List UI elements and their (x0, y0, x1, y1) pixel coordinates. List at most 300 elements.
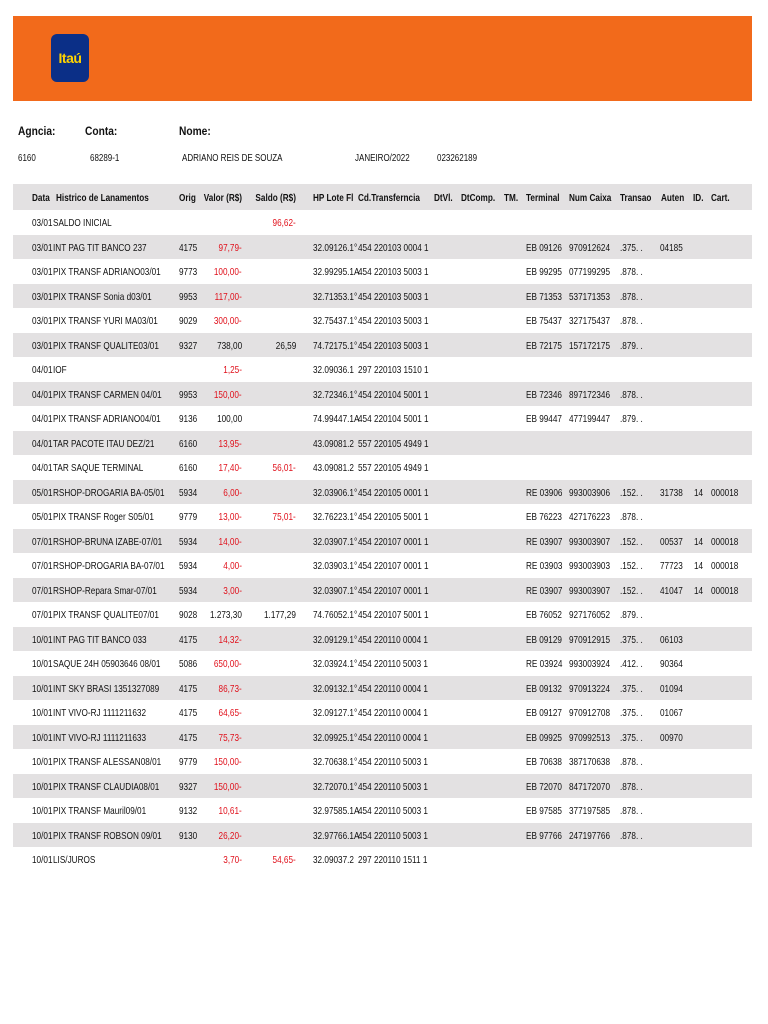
cell-valor: 6,00- (223, 486, 242, 499)
cell-orig: 9029 (179, 315, 198, 327)
cell-valor: 150,00- (214, 388, 242, 401)
cell-hp-lote: 32.72346.1° (313, 388, 358, 401)
cell-num-caixa: 377197585 (569, 805, 610, 817)
cell-data: 03/01 (32, 241, 53, 254)
cell-data: 07/01 (32, 560, 53, 572)
cell-terminal: EB 09129 (526, 633, 562, 646)
cell-hp-lote: 32.09925.1° (313, 731, 358, 744)
table-row (13, 480, 752, 505)
cell-num-caixa: 993003903 (569, 560, 610, 572)
cell-transacao: .878. . (620, 829, 643, 842)
cell-terminal: RE 03924 (526, 658, 563, 670)
cell-historico: PIX TRANSF Roger S05/01 (53, 511, 154, 523)
cell-auten: 01094 (660, 682, 683, 695)
cell-cd-transferencia: 454 220110 0004 1 (358, 633, 428, 646)
cell-valor: 1.273,30 (210, 609, 242, 621)
logo-text: Itaú (58, 50, 82, 66)
cell-auten: 00970 (660, 731, 683, 744)
cell-historico: TAR PACOTE ITAU DEZ/21 (53, 437, 155, 450)
cell-orig: 4175 (179, 731, 198, 744)
cell-hp-lote: 32.03903.1° (313, 560, 358, 572)
cell-historico: RSHOP-BRUNA IZABE-07/01 (53, 535, 163, 548)
table-row (13, 823, 752, 848)
cell-historico: INT VIVO-RJ 1111211632 (53, 707, 147, 719)
cell-transacao: .152. . (620, 535, 643, 548)
cell-num-caixa: 387170638 (569, 756, 610, 768)
cell-orig: 4175 (179, 241, 198, 254)
cell-num-caixa: 847172070 (569, 780, 610, 793)
cell-cd-transferencia: 454 220107 0001 1 (358, 584, 429, 597)
cell-cd-transferencia: 454 220110 5003 1 (358, 756, 428, 768)
cell-auten: 00537 (660, 535, 683, 548)
cell-cd-transferencia: 454 220107 5001 1 (358, 609, 429, 621)
cell-num-caixa: 993003907 (569, 584, 610, 597)
cell-auten: 31738 (660, 486, 683, 499)
cell-hp-lote: 32.97585.1A (313, 805, 360, 817)
cell-valor: 300,00- (214, 315, 242, 327)
col-cd-transferencia: Cd.Transferncia (358, 192, 420, 204)
cell-num-caixa: 993003907 (569, 535, 610, 548)
cell-orig: 5086 (179, 658, 198, 670)
header-band (13, 16, 752, 101)
table-row (13, 553, 752, 578)
cell-orig: 4175 (179, 682, 198, 695)
cell-data: 04/01 (32, 413, 53, 425)
cell-num-caixa: 970912915 (569, 633, 610, 646)
col-saldo: Saldo (R$) (255, 192, 296, 204)
cell-cart: 000018 (711, 486, 739, 499)
cell-cd-transferencia: 454 220110 0004 1 (358, 682, 428, 695)
cell-saldo: 1.177,29 (264, 609, 296, 621)
cell-hp-lote: 32.09132.1° (313, 682, 358, 695)
cell-transacao: .152. . (620, 584, 643, 597)
cell-data: 10/01 (32, 682, 53, 695)
cell-id: 14 (694, 584, 704, 597)
transactions-table (13, 210, 752, 872)
cell-num-caixa: 993003924 (569, 658, 610, 670)
cell-hp-lote: 74.72175.1° (313, 339, 358, 352)
table-row (13, 235, 752, 260)
cell-data: 07/01 (32, 535, 53, 548)
cell-orig: 9028 (179, 609, 198, 621)
cell-transacao: .375. . (620, 731, 643, 744)
cell-historico: PIX TRANSF CARMEN 04/01 (53, 388, 162, 401)
cell-hp-lote: 43.09081.2 (313, 462, 354, 474)
cell-cd-transferencia: 454 220103 0004 1 (358, 241, 429, 254)
cell-auten: 01067 (660, 707, 683, 719)
cell-terminal: EB 70638 (526, 756, 562, 768)
cell-cd-transferencia: 454 220110 5003 1 (358, 658, 428, 670)
cell-hp-lote: 32.72070.1° (313, 780, 358, 793)
cell-hp-lote: 74.99447.1A (313, 413, 360, 425)
cell-num-caixa: 970912708 (569, 707, 610, 719)
table-row (13, 431, 752, 456)
cell-orig: 9953 (179, 388, 198, 401)
col-orig: Orig (179, 192, 196, 204)
name-label: Nome: (179, 124, 211, 138)
account-label: Conta: (85, 124, 118, 138)
cell-valor: 4,00- (223, 560, 242, 572)
cell-saldo: 96,62- (272, 217, 296, 229)
cell-terminal: EB 72346 (526, 388, 562, 401)
cell-transacao: .375. . (620, 241, 643, 254)
cell-orig: 9130 (179, 829, 198, 842)
table-row (13, 627, 752, 652)
cell-cd-transferencia: 454 220104 5001 1 (358, 413, 429, 425)
table-row (13, 308, 752, 333)
cell-transacao: .412. . (620, 658, 643, 670)
cell-historico: PIX TRANSF ALESSAN08/01 (53, 756, 162, 768)
account-value: 68289-1 (90, 153, 120, 164)
cell-data: 10/01 (32, 731, 53, 744)
period-value: JANEIRO/2022 (355, 153, 410, 164)
cell-data: 10/01 (32, 854, 53, 866)
cell-data: 03/01 (32, 315, 53, 327)
cell-cd-transferencia: 557 220105 4949 1 (358, 437, 429, 450)
cell-cart: 000018 (711, 560, 739, 572)
cell-valor: 150,00- (214, 780, 242, 793)
cell-historico: RSHOP-DROGARIA BA-07/01 (53, 560, 165, 572)
cell-valor: 3,00- (223, 584, 242, 597)
cell-historico: RSHOP-Repara Smar-07/01 (53, 584, 157, 597)
cell-hp-lote: 32.70638.1° (313, 756, 358, 768)
cell-transacao: .375. . (620, 682, 643, 695)
cell-data: 03/01 (32, 339, 53, 352)
cell-num-caixa: 927176052 (569, 609, 610, 621)
cell-transacao: .878. . (620, 290, 643, 303)
cell-data: 04/01 (32, 364, 53, 376)
cell-cd-transferencia: 454 220105 0001 1 (358, 486, 429, 499)
cell-hp-lote: 32.75437.1° (313, 315, 358, 327)
cell-transacao: .879. . (620, 339, 643, 352)
cell-transacao: .152. . (620, 560, 643, 572)
cell-hp-lote: 32.03907.1° (313, 535, 358, 548)
cell-historico: IOF (53, 364, 67, 376)
cell-auten: 06103 (660, 633, 683, 646)
cell-terminal: RE 03907 (526, 584, 563, 597)
table-row (13, 210, 752, 235)
table-header (13, 184, 752, 210)
cell-data: 10/01 (32, 805, 53, 817)
cell-terminal: EB 99447 (526, 413, 562, 425)
cell-transacao: .879. . (620, 413, 643, 425)
cell-historico: SAQUE 24H 05903646 08/01 (53, 658, 161, 670)
cell-num-caixa: 537171353 (569, 290, 610, 303)
cell-historico: PIX TRANSF Mauril09/01 (53, 805, 147, 817)
cell-orig: 9779 (179, 756, 198, 768)
cell-cd-transferencia: 454 220107 0001 1 (358, 535, 429, 548)
cell-num-caixa: 157172175 (569, 339, 610, 352)
table-row (13, 798, 752, 823)
cell-historico: INT PAG TIT BANCO 237 (53, 241, 147, 254)
cell-hp-lote: 74.76052.1° (313, 609, 358, 621)
agency-value: 6160 (18, 153, 36, 164)
table-row (13, 725, 752, 750)
cell-hp-lote: 32.09127.1° (313, 707, 358, 719)
cell-transacao: .878. . (620, 780, 643, 793)
cell-num-caixa: 897172346 (569, 388, 610, 401)
cell-historico: INT VIVO-RJ 1111211633 (53, 731, 147, 744)
cell-valor: 26,20- (218, 829, 242, 842)
cell-transacao: .878. . (620, 756, 643, 768)
cell-valor: 14,32- (218, 633, 242, 646)
table-row (13, 529, 752, 554)
table-row (13, 284, 752, 309)
cell-hp-lote: 32.09129.1° (313, 633, 358, 646)
cell-cd-transferencia: 454 220110 5003 1 (358, 829, 428, 842)
table-row (13, 847, 752, 872)
cell-orig: 9327 (179, 339, 198, 352)
cell-data: 10/01 (32, 829, 53, 842)
cell-hp-lote: 32.71353.1° (313, 290, 358, 303)
cell-historico: INT PAG TIT BANCO 033 (53, 633, 147, 646)
cell-data: 03/01 (32, 266, 53, 278)
agency-label: Agncia: (18, 124, 56, 138)
col-hp-lote: HP Lote Fl (313, 192, 354, 204)
cell-hp-lote: 32.97766.1A (313, 829, 360, 842)
cell-historico: SALDO INICIAL (53, 217, 112, 229)
cell-hp-lote: 32.09037.2 (313, 854, 354, 866)
col-cart: Cart. (711, 192, 730, 204)
cell-cart: 000018 (711, 535, 739, 548)
cell-auten: 77723 (660, 560, 683, 572)
cell-cd-transferencia: 454 220110 0004 1 (358, 707, 428, 719)
cell-historico: PIX TRANSF QUALITE03/01 (53, 339, 159, 352)
cell-data: 05/01 (32, 486, 53, 499)
cell-hp-lote: 32.09036.1 (313, 364, 354, 376)
cell-cd-transferencia: 454 220110 0004 1 (358, 731, 428, 744)
cell-terminal: RE 03903 (526, 560, 563, 572)
cell-orig: 9953 (179, 290, 198, 303)
cell-saldo: 75,01- (272, 511, 296, 523)
table-row (13, 749, 752, 774)
cell-transacao: .375. . (620, 633, 643, 646)
cell-orig: 9779 (179, 511, 198, 523)
cell-terminal: RE 03907 (526, 535, 563, 548)
cell-cd-transferencia: 297 220110 1511 1 (358, 854, 428, 866)
col-terminal: Terminal (526, 192, 560, 204)
cell-historico: PIX TRANSF CLAUDIA08/01 (53, 780, 160, 793)
table-row (13, 382, 752, 407)
cell-cd-transferencia: 454 220103 5003 1 (358, 339, 429, 352)
cell-data: 10/01 (32, 633, 53, 646)
cell-valor: 738,00 (216, 339, 242, 352)
cell-hp-lote: 43.09081.2 (313, 437, 354, 450)
cell-cd-transferencia: 454 220105 5001 1 (358, 511, 429, 523)
cell-terminal: RE 03906 (526, 486, 563, 499)
cell-data: 04/01 (32, 437, 53, 450)
col-transacao: Transao (620, 192, 652, 204)
cell-valor: 64,65- (218, 707, 242, 719)
cell-terminal: EB 76052 (526, 609, 562, 621)
cell-cd-transferencia: 454 220107 0001 1 (358, 560, 429, 572)
cell-terminal: EB 76223 (526, 511, 562, 523)
table-row (13, 357, 752, 382)
cell-transacao: .878. . (620, 388, 643, 401)
cell-transacao: .375. . (620, 707, 643, 719)
cell-id: 14 (694, 560, 704, 572)
col-data: Data (32, 192, 50, 204)
col-historico: Histrico de Lanamentos (56, 192, 149, 204)
name-value: ADRIANO REIS DE SOUZA (182, 153, 283, 164)
cell-historico: PIX TRANSF ROBSON 09/01 (53, 829, 162, 842)
cell-valor: 17,40- (218, 462, 242, 474)
cell-transacao: .879. . (620, 609, 643, 621)
cell-valor: 75,73- (218, 731, 242, 744)
cell-cd-transferencia: 454 220103 5003 1 (358, 290, 429, 303)
cell-terminal: EB 75437 (526, 315, 562, 327)
account-values (0, 153, 768, 167)
cell-num-caixa: 247197766 (569, 829, 610, 842)
cell-auten: 04185 (660, 241, 683, 254)
cell-terminal: EB 09126 (526, 241, 562, 254)
cell-valor: 10,61- (218, 805, 242, 817)
cell-hp-lote: 32.76223.1° (313, 511, 358, 523)
cell-terminal: EB 09127 (526, 707, 562, 719)
cell-cd-transferencia: 557 220105 4949 1 (358, 462, 429, 474)
col-tm: TM. (504, 192, 519, 204)
cell-valor: 117,00- (214, 290, 242, 303)
cell-transacao: .878. . (620, 805, 643, 817)
cell-transacao: .878. . (620, 315, 643, 327)
table-row (13, 455, 752, 480)
table-row (13, 578, 752, 603)
cell-saldo: 56,01- (272, 462, 296, 474)
col-dtvl: DtVl. (434, 192, 453, 204)
table-row (13, 602, 752, 627)
cell-terminal: EB 09925 (526, 731, 562, 744)
table-row (13, 259, 752, 284)
cell-orig: 9132 (179, 805, 198, 817)
cell-terminal: EB 99295 (526, 266, 562, 278)
cell-hp-lote: 32.09126.1° (313, 241, 358, 254)
cell-hp-lote: 32.99295.1A (313, 266, 360, 278)
cell-terminal: EB 71353 (526, 290, 562, 303)
cell-hp-lote: 32.03906.1° (313, 486, 358, 499)
cell-valor: 100,00- (214, 266, 242, 278)
cell-historico: PIX TRANSF ADRIANO04/01 (53, 413, 161, 425)
cell-orig: 9773 (179, 266, 198, 278)
cell-cd-transferencia: 297 220103 1510 1 (358, 364, 429, 376)
col-dtcomp: DtComp. (461, 192, 496, 204)
cell-cart: 000018 (711, 584, 739, 597)
cell-terminal: EB 97766 (526, 829, 562, 842)
cell-valor: 650,00- (214, 658, 242, 670)
cell-data: 10/01 (32, 658, 53, 670)
cell-orig: 4175 (179, 633, 198, 646)
cell-cd-transferencia: 454 220103 5003 1 (358, 315, 429, 327)
cell-data: 10/01 (32, 756, 53, 768)
cell-valor: 97,79- (218, 241, 242, 254)
cell-terminal: EB 09132 (526, 682, 562, 695)
cell-orig: 6160 (179, 437, 198, 450)
cell-historico: PIX TRANSF YURI MA03/01 (53, 315, 158, 327)
itau-logo (51, 34, 89, 82)
cell-data: 07/01 (32, 609, 53, 621)
cell-num-caixa: 970912624 (569, 241, 610, 254)
cell-transacao: .878. . (620, 511, 643, 523)
col-num-caixa: Num Caixa (569, 192, 612, 204)
cell-valor: 13,95- (218, 437, 242, 450)
cell-valor: 13,00- (218, 511, 242, 523)
cell-historico: INT SKY BRASI 1351327089 (53, 682, 160, 695)
cell-valor: 150,00- (214, 756, 242, 768)
cell-historico: LIS/JUROS (53, 854, 96, 866)
cell-historico: PIX TRANSF ADRIANO03/01 (53, 266, 161, 278)
cell-orig: 5934 (179, 584, 198, 597)
cell-data: 10/01 (32, 780, 53, 793)
cell-hp-lote: 32.03907.1° (313, 584, 358, 597)
cell-orig: 4175 (179, 707, 198, 719)
table-row (13, 774, 752, 799)
cell-auten: 90364 (660, 658, 683, 670)
cell-num-caixa: 993003906 (569, 486, 610, 499)
cell-valor: 1,25- (223, 364, 242, 376)
cell-data: 03/01 (32, 217, 53, 229)
table-row (13, 406, 752, 431)
table-row (13, 333, 752, 358)
cell-historico: RSHOP-DROGARIA BA-05/01 (53, 486, 165, 499)
cell-orig: 9136 (179, 413, 198, 425)
cell-terminal: EB 97585 (526, 805, 562, 817)
cell-orig: 5934 (179, 486, 198, 499)
cell-id: 14 (694, 535, 704, 548)
cell-cd-transferencia: 454 220110 5003 1 (358, 805, 428, 817)
account-labels (0, 124, 768, 140)
cell-orig: 6160 (179, 462, 198, 474)
cell-cd-transferencia: 454 220104 5001 1 (358, 388, 429, 401)
cell-cd-transferencia: 454 220110 5003 1 (358, 780, 428, 793)
code-value: 023262189 (437, 153, 478, 164)
cell-data: 04/01 (32, 462, 53, 474)
table-row (13, 700, 752, 725)
cell-data: 05/01 (32, 511, 53, 523)
cell-orig: 5934 (179, 560, 198, 572)
cell-id: 14 (694, 486, 704, 499)
cell-data: 03/01 (32, 290, 53, 303)
cell-saldo: 54,65- (272, 854, 296, 866)
table-row (13, 651, 752, 676)
cell-transacao: .152. . (620, 486, 643, 499)
cell-num-caixa: 970992513 (569, 731, 610, 744)
cell-saldo: 26,59 (275, 339, 296, 352)
cell-valor: 3,70- (223, 854, 242, 866)
cell-orig: 5934 (179, 535, 198, 548)
cell-historico: PIX TRANSF QUALITE07/01 (53, 609, 159, 621)
cell-data: 07/01 (32, 584, 53, 597)
cell-cd-transferencia: 454 220103 5003 1 (358, 266, 429, 278)
col-id: ID. (693, 192, 704, 204)
cell-terminal: EB 72175 (526, 339, 562, 352)
cell-valor: 100,00 (216, 413, 242, 425)
cell-historico: PIX TRANSF Sonia d03/01 (53, 290, 152, 303)
col-auten: Auten (661, 192, 685, 204)
table-row (13, 504, 752, 529)
cell-transacao: .878. . (620, 266, 643, 278)
cell-valor: 86,73- (218, 682, 242, 695)
col-valor: Valor (R$) (203, 192, 242, 204)
cell-valor: 14,00- (218, 535, 242, 548)
cell-num-caixa: 427176223 (569, 511, 610, 523)
cell-hp-lote: 32.03924.1° (313, 658, 358, 670)
cell-terminal: EB 72070 (526, 780, 562, 793)
cell-num-caixa: 327175437 (569, 315, 610, 327)
cell-num-caixa: 970913224 (569, 682, 610, 695)
cell-auten: 41047 (660, 584, 683, 597)
cell-data: 04/01 (32, 388, 53, 401)
cell-num-caixa: 477199447 (569, 413, 610, 425)
cell-historico: TAR SAQUE TERMINAL (53, 462, 144, 474)
